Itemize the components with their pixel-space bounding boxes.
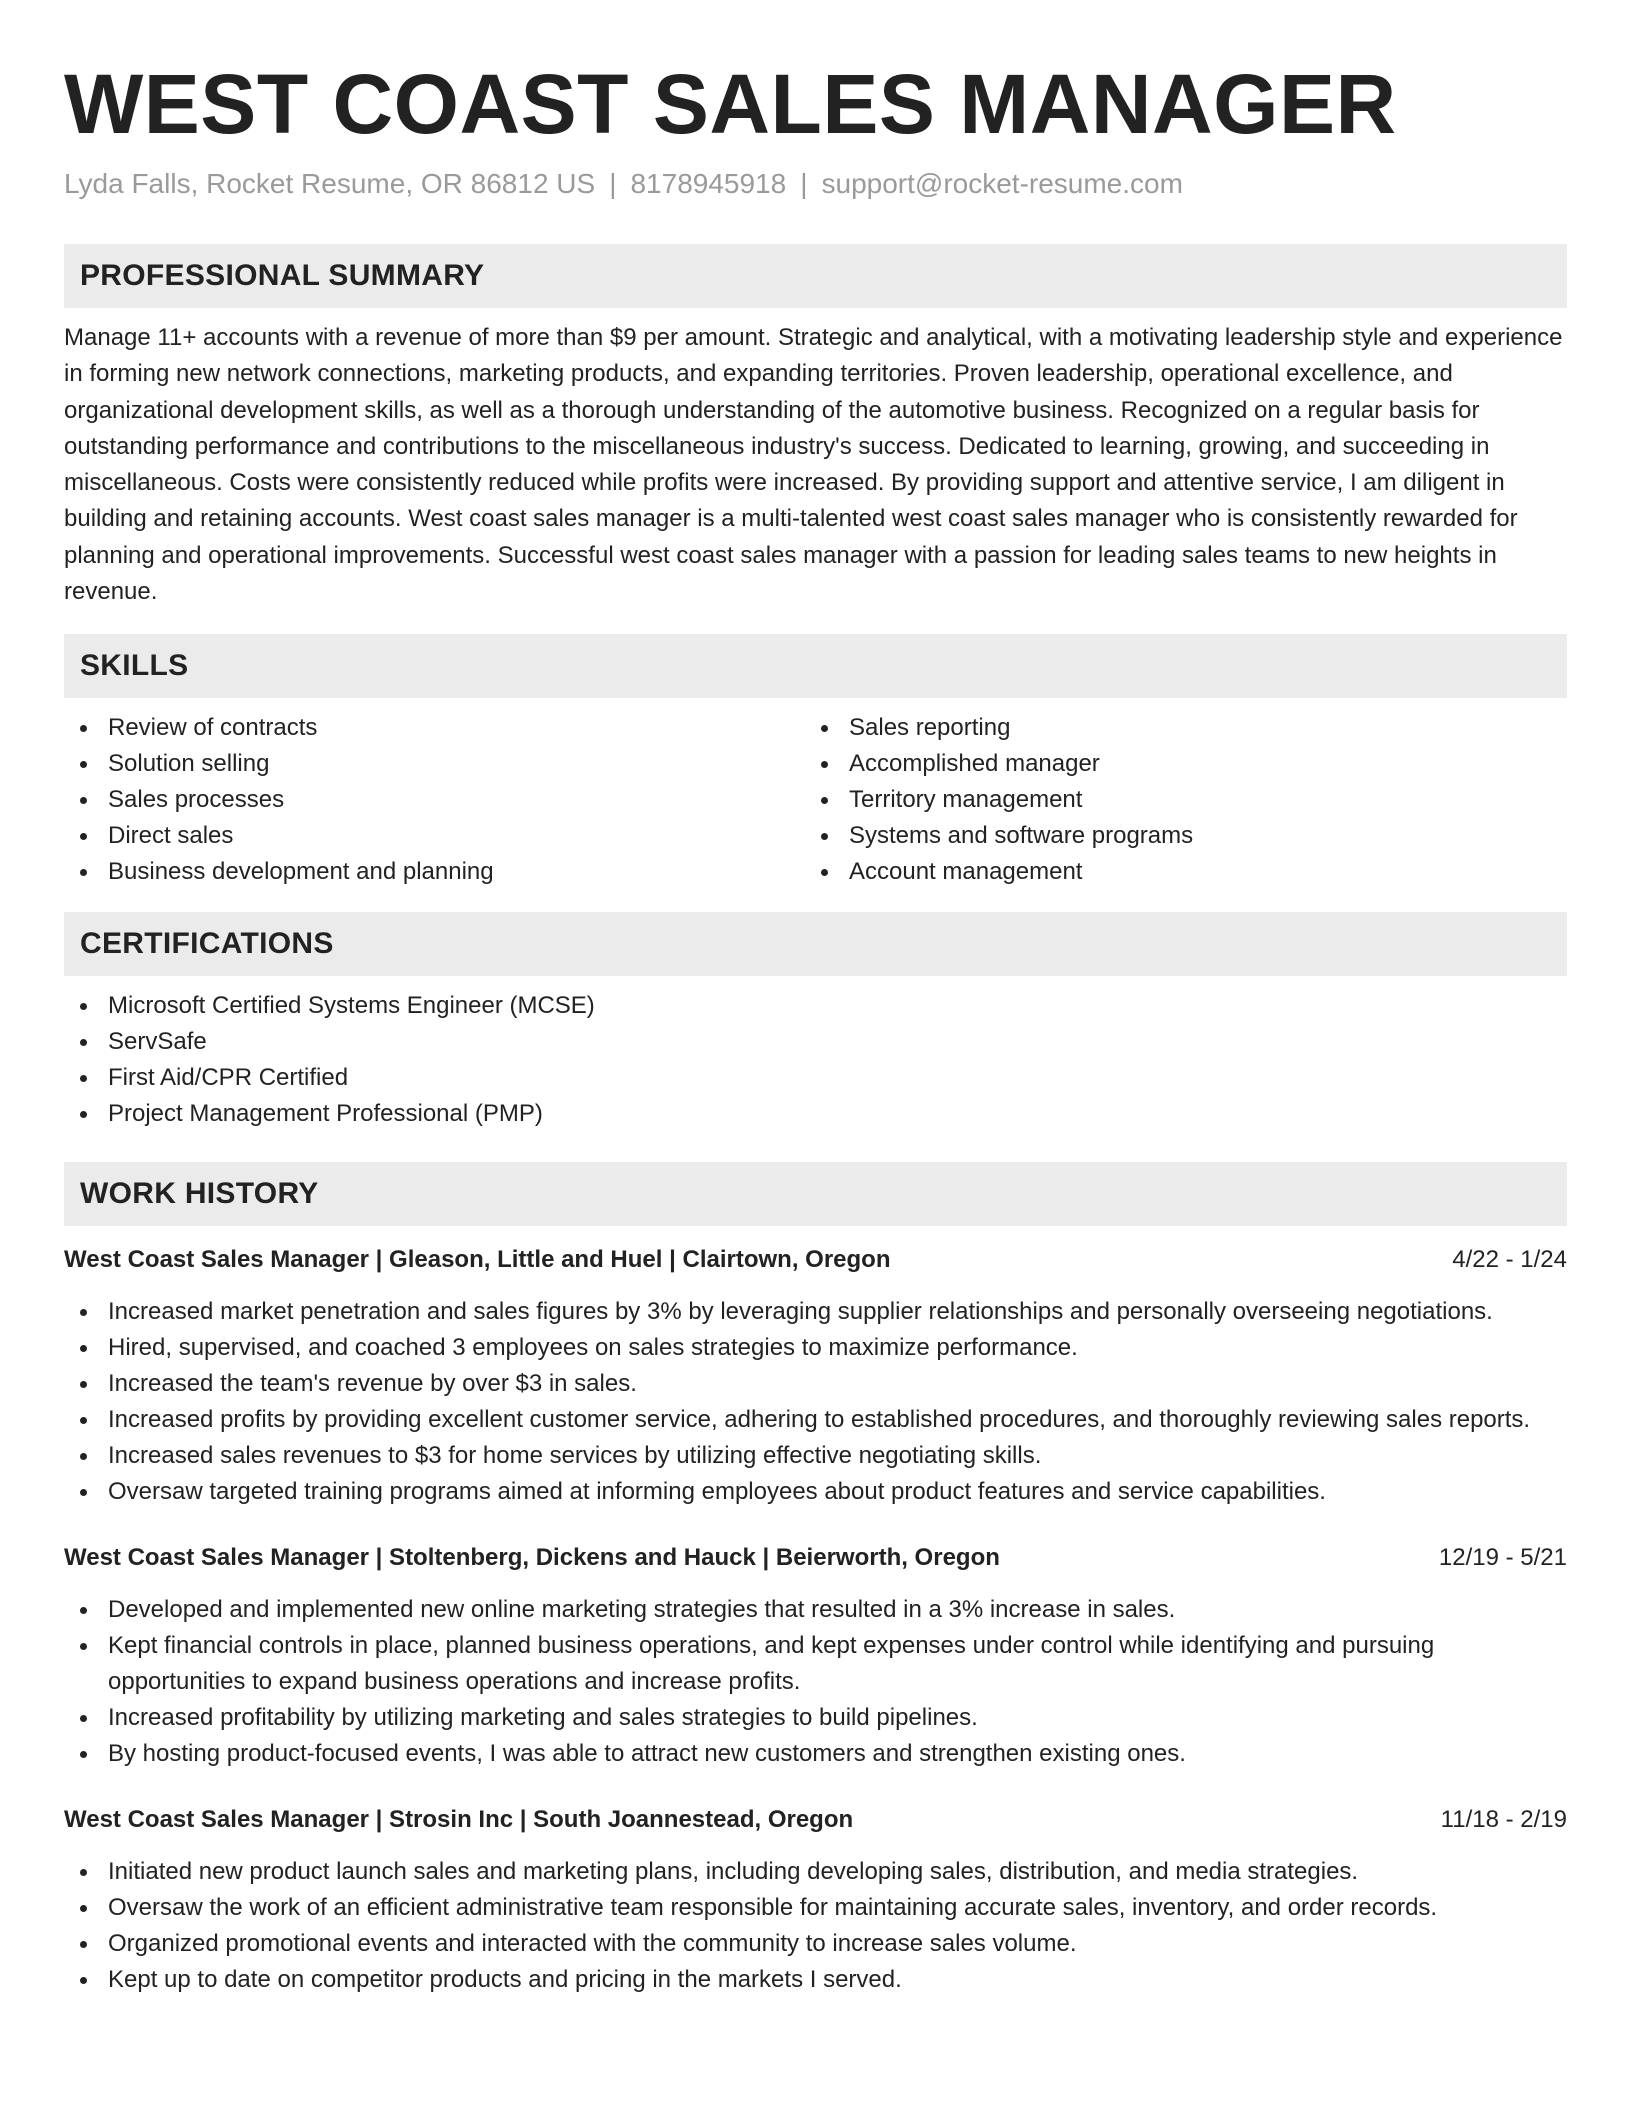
resume-name: WEST COAST SALES MANAGER: [64, 57, 1397, 151]
job-bullet: Increased the team's revenue by over $3 in sales.: [64, 1366, 1567, 1402]
job-entry: [64, 1540, 1567, 1772]
summary-text: Manage 11+ accounts with a revenue of more than $9 per amount. Strategic and analytical, with a motivating leadership style and experience in forming new network connections, marketing products, and expanding territories. Proven leadership, operational excellence, and organizational development skills, as well as a thorough understanding of the automotive business. Recognized on a regular basis for outstanding performance and contributions to the miscellaneous industry's success. Dedicated to learning, growing, and succeeding in miscellaneous. Costs were consistently reduced while profits were increased. By providing support and attentive service, I am diligent in building and retaining accounts. West coast sales manager is a multi-talented west coast sales manager who is consistently rewarded for planning and operational improvements. Successful west coast sales manager with a passion for leading sales teams to new heights in revenue.: [64, 324, 1563, 606]
job-dates: 12/19 - 5/21: [1438, 1544, 1567, 1572]
skill-item: Review of contracts: [64, 710, 805, 746]
job-title: West Coast Sales Manager | Gleason, Little and Huel | Clairtown, Oregon: [64, 1246, 891, 1274]
section-header-work-history: WORK HISTORY: [64, 1162, 1567, 1226]
section-header-skills: SKILLS: [64, 634, 1567, 698]
job-bullets: [64, 1592, 1567, 1772]
job-bullet: Oversaw targeted training programs aimed at informing employees about product features and service capabilities.: [64, 1474, 1567, 1510]
skills-right-list: [805, 710, 1546, 890]
job-dates: 11/18 - 2/19: [1440, 1806, 1567, 1834]
skill-item: Solution selling: [64, 746, 805, 782]
job-bullet: By hosting product-focused events, I was able to attract new customers and strengthen existing ones.: [64, 1736, 1567, 1772]
contact-separator: |: [609, 168, 617, 199]
skills-grid: [64, 710, 1567, 890]
contact-address: Lyda Falls, Rocket Resume, OR 86812 US: [64, 168, 596, 199]
job-title-row: [64, 1802, 1567, 1838]
section-header-certifications: CERTIFICATIONS: [64, 912, 1567, 976]
contact-separator: |: [800, 168, 808, 199]
job-bullet: Increased profitability by utilizing marketing and sales strategies to build pipelines.: [64, 1700, 1567, 1736]
job-title: West Coast Sales Manager | Stoltenberg, Dickens and Hauck | Beierworth, Oregon: [64, 1544, 1000, 1572]
contact-email: support@rocket-resume.com: [821, 168, 1183, 199]
job-bullet: Increased profits by providing excellent customer service, adhering to established procedures, and thoroughly reviewing sales reports.: [64, 1402, 1567, 1438]
job-bullet: Increased sales revenues to $3 for home services by utilizing effective negotiating skills.: [64, 1438, 1567, 1474]
certification-item: Project Management Professional (PMP): [64, 1096, 1567, 1132]
contact-line: [64, 166, 1567, 202]
job-bullet: Hired, supervised, and coached 3 employees on sales strategies to maximize performance.: [64, 1330, 1567, 1366]
job-bullet: Initiated new product launch sales and marketing plans, including developing sales, distribution, and media strategies.: [64, 1854, 1567, 1890]
certification-item: ServSafe: [64, 1024, 1567, 1060]
job-bullet: Developed and implemented new online marketing strategies that resulted in a 3% increase in sales.: [64, 1592, 1567, 1628]
certification-item: First Aid/CPR Certified: [64, 1060, 1567, 1096]
certifications-list: [64, 988, 1567, 1132]
job-bullet: Oversaw the work of an efficient administrative team responsible for maintaining accurate sales, inventory, and order records.: [64, 1890, 1567, 1926]
job-title-row: [64, 1540, 1567, 1576]
skill-item: Sales reporting: [805, 710, 1546, 746]
job-bullet: Increased market penetration and sales figures by 3% by leveraging supplier relationships and personally overseeing negotiations.: [64, 1294, 1567, 1330]
job-bullets: [64, 1294, 1567, 1510]
skill-item: Business development and planning: [64, 854, 805, 890]
certification-item: Microsoft Certified Systems Engineer (MCSE): [64, 988, 1567, 1024]
job-entry: [64, 1802, 1567, 1998]
skill-item: Systems and software programs: [805, 818, 1546, 854]
section-header-summary: PROFESSIONAL SUMMARY: [64, 244, 1567, 308]
skill-item: Account management: [805, 854, 1546, 890]
job-bullet: Kept financial controls in place, planned business operations, and kept expenses under control while identifying and pursuing opportunities to expand business operations and increase profits.: [64, 1628, 1567, 1700]
job-bullets: [64, 1854, 1567, 1998]
job-title: West Coast Sales Manager | Strosin Inc | South Joannestead, Oregon: [64, 1806, 854, 1834]
resume-page: [64, 56, 1567, 1998]
job-title-row: [64, 1242, 1567, 1278]
contact-phone: 8178945918: [630, 168, 787, 199]
job-entry: [64, 1242, 1567, 1510]
skill-item: Territory management: [805, 782, 1546, 818]
job-bullet: Kept up to date on competitor products and pricing in the markets I served.: [64, 1962, 1567, 1998]
skill-item: Accomplished manager: [805, 746, 1546, 782]
skill-item: Sales processes: [64, 782, 805, 818]
skill-item: Direct sales: [64, 818, 805, 854]
job-dates: 4/22 - 1/24: [1452, 1246, 1567, 1274]
job-bullet: Organized promotional events and interacted with the community to increase sales volume.: [64, 1926, 1567, 1962]
skills-left-list: [64, 710, 805, 890]
